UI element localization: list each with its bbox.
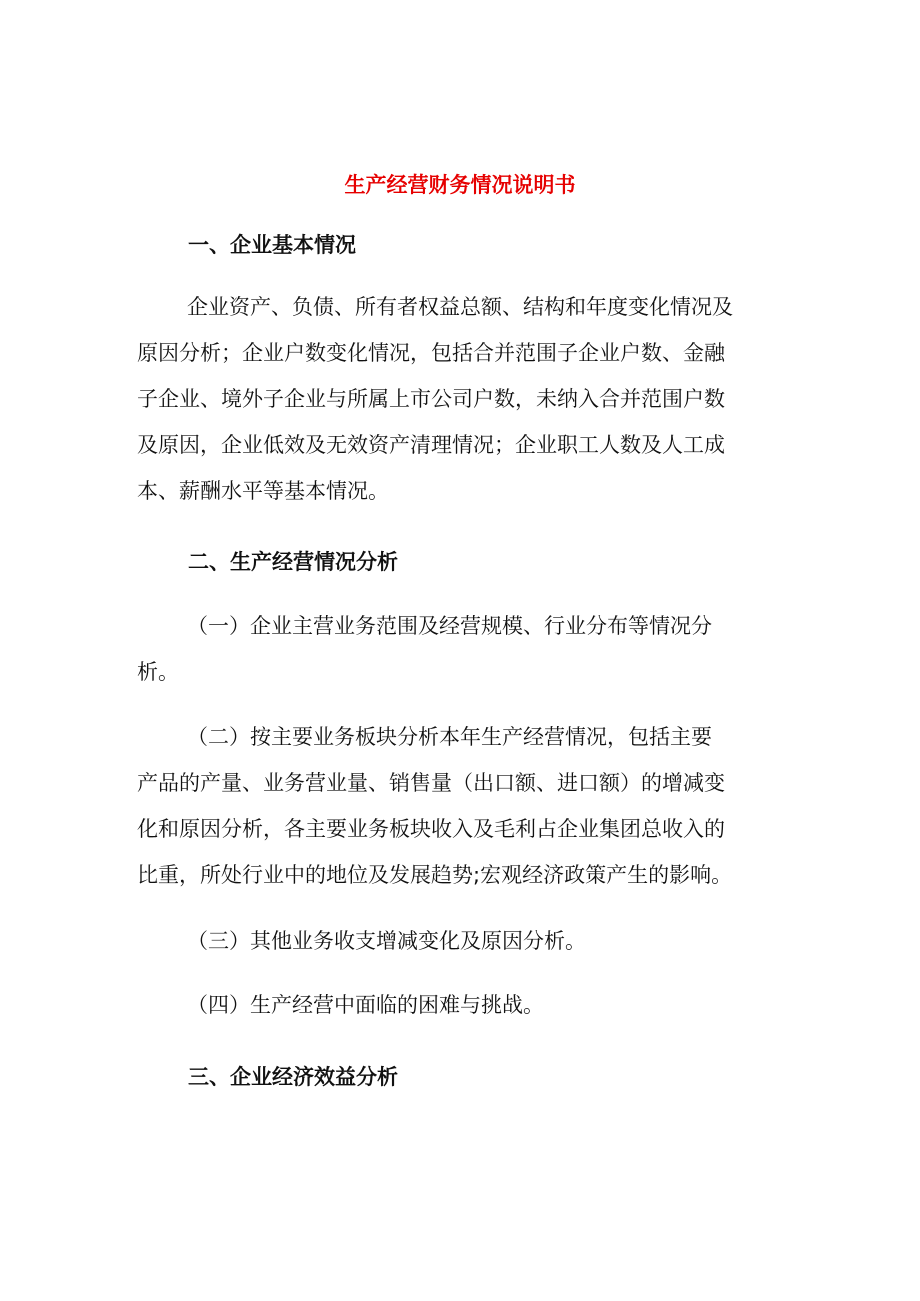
paragraph-line: （二）按主要业务板块分析本年生产经营情况，包括主要 <box>187 725 712 749</box>
paragraph-challenges <box>137 982 787 1028</box>
paragraph-line: 及原因，企业低效及无效资产清理情况；企业职工人数及人工成 <box>137 433 725 457</box>
paragraph-line: 子企业、境外子企业与所属上市公司户数，未纳入合并范围户数 <box>137 387 725 411</box>
paragraph-line: 企业资产、负债、所有者权益总额、结构和年度变化情况及 <box>187 295 733 319</box>
section-heading-3: 三、企业经济效益分析 <box>188 1065 398 1089</box>
paragraph-line: 原因分析；企业户数变化情况，包括合并范围子企业户数、金融 <box>137 341 725 365</box>
paragraph-other-business <box>137 918 787 964</box>
paragraph-line: 比重，所处行业中的地位及发展趋势;宏观经济政策产生的影响。 <box>137 863 733 887</box>
paragraph-main-business <box>137 603 787 695</box>
paragraph-line: 本、薪酬水平等基本情况。 <box>137 479 389 503</box>
paragraph-line: 化和原因分析，各主要业务板块收入及毛利占企业集团总收入的 <box>137 817 725 841</box>
section-heading-2: 二、生产经营情况分析 <box>188 550 398 574</box>
document-title: 生产经营财务情况说明书 <box>344 173 576 197</box>
paragraph-line: （一）企业主营业务范围及经营规模、行业分布等情况分 <box>187 614 712 638</box>
paragraph-line: （四）生产经营中面临的困难与挑战。 <box>187 993 544 1017</box>
paragraph-line: 析。 <box>137 660 179 684</box>
paragraph-business-segments <box>137 714 787 898</box>
paragraph-basic-info <box>137 284 787 514</box>
paragraph-line: 产品的产量、业务营业量、销售量（出口额、进口额）的增减变 <box>137 771 725 795</box>
section-heading-1: 一、企业基本情况 <box>188 233 356 257</box>
paragraph-line: （三）其他业务收支增减变化及原因分析。 <box>187 929 586 953</box>
